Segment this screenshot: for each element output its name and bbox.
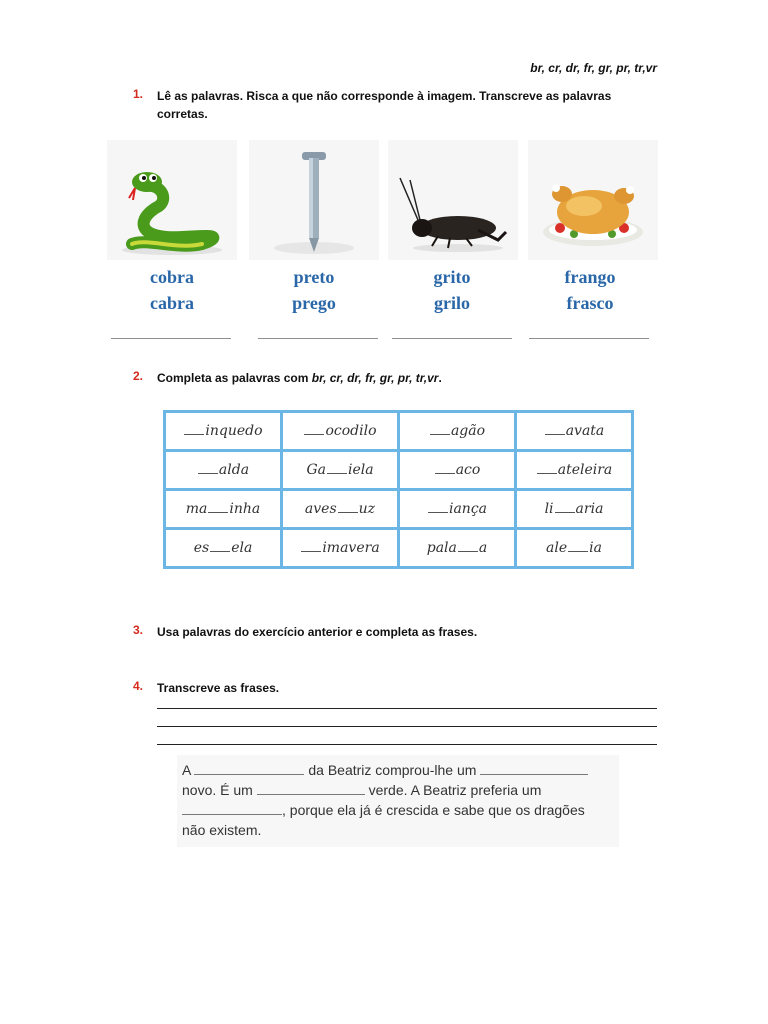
word-option[interactable]: cobra [150, 267, 194, 287]
writing-line[interactable] [157, 744, 657, 745]
question-3-number: 3. [133, 623, 144, 637]
word-option[interactable]: cabra [150, 293, 194, 313]
grid-cell[interactable]: ma inha [165, 490, 282, 529]
snake-picture [107, 140, 237, 260]
sentence-blank[interactable] [194, 762, 304, 775]
answer-line[interactable] [258, 338, 378, 339]
word-pair-2 [254, 264, 374, 316]
word-option[interactable]: grito [433, 267, 471, 287]
question-4-text: Transcreve as frases. [157, 681, 280, 695]
word-pair-1 [112, 264, 232, 316]
roast-chicken-picture [528, 140, 658, 260]
word-option[interactable]: prego [292, 293, 336, 313]
word-completion-grid [163, 410, 634, 569]
word-option[interactable]: grilo [434, 293, 470, 313]
grid-cell[interactable]: ocodilo [282, 412, 399, 451]
sentence-blank[interactable] [182, 802, 282, 815]
word-pair-3 [392, 264, 512, 316]
grid-cell[interactable]: ateleira [516, 451, 633, 490]
answer-line[interactable] [392, 338, 512, 339]
roast-chicken-icon [528, 140, 658, 260]
writing-line[interactable] [157, 726, 657, 727]
sentence-text: A da Beatriz comprou-lhe um novo. É um verde. A Beatriz preferia um , porque ela já é crescida e sabe que os dragões não existem. [182, 760, 622, 840]
question-1-number: 1. [133, 87, 144, 101]
grid-cell[interactable]: aves uz [282, 490, 399, 529]
word-pair-4 [530, 264, 650, 316]
grid-cell[interactable]: li aria [516, 490, 633, 529]
answer-line[interactable] [529, 338, 649, 339]
grid-cell[interactable]: avata [516, 412, 633, 451]
question-2-number: 2. [133, 369, 144, 383]
word-option[interactable]: frango [564, 267, 616, 287]
grid-cell[interactable]: agão [399, 412, 516, 451]
nail-icon [249, 140, 379, 260]
cricket-picture [388, 140, 518, 260]
question-4-number: 4. [133, 679, 144, 693]
grid-cell[interactable]: aco [399, 451, 516, 490]
grid-cell[interactable]: ale ia [516, 529, 633, 568]
word-option[interactable]: preto [293, 267, 335, 287]
answer-line[interactable] [111, 338, 231, 339]
consonant-clusters-header: br, cr, dr, fr, gr, pr, tr,vr [530, 61, 657, 75]
sentence-blank[interactable] [480, 762, 588, 775]
question-2-text: Completa as palavras com br, cr, dr, fr, gr, pr, tr,vr. [157, 371, 442, 385]
grid-cell[interactable]: imavera [282, 529, 399, 568]
grid-cell[interactable]: es ela [165, 529, 282, 568]
grid-cell[interactable]: inquedo [165, 412, 282, 451]
writing-line[interactable] [157, 708, 657, 709]
snake-icon [107, 140, 237, 260]
question-3-text: Usa palavras do exercício anterior e completa as frases. [157, 625, 478, 639]
word-option[interactable]: frasco [566, 293, 614, 313]
sentence-blank[interactable] [257, 782, 365, 795]
grid-cell[interactable]: iança [399, 490, 516, 529]
grid-cell[interactable]: alda [165, 451, 282, 490]
cricket-icon [388, 140, 518, 260]
question-1-text: Lê as palavras. Risca a que não corresponde à imagem. Transcreve as palavras corretas. [157, 89, 612, 121]
nail-picture [249, 140, 379, 260]
grid-cell[interactable]: pala a [399, 529, 516, 568]
grid-cell[interactable]: Ga iela [282, 451, 399, 490]
